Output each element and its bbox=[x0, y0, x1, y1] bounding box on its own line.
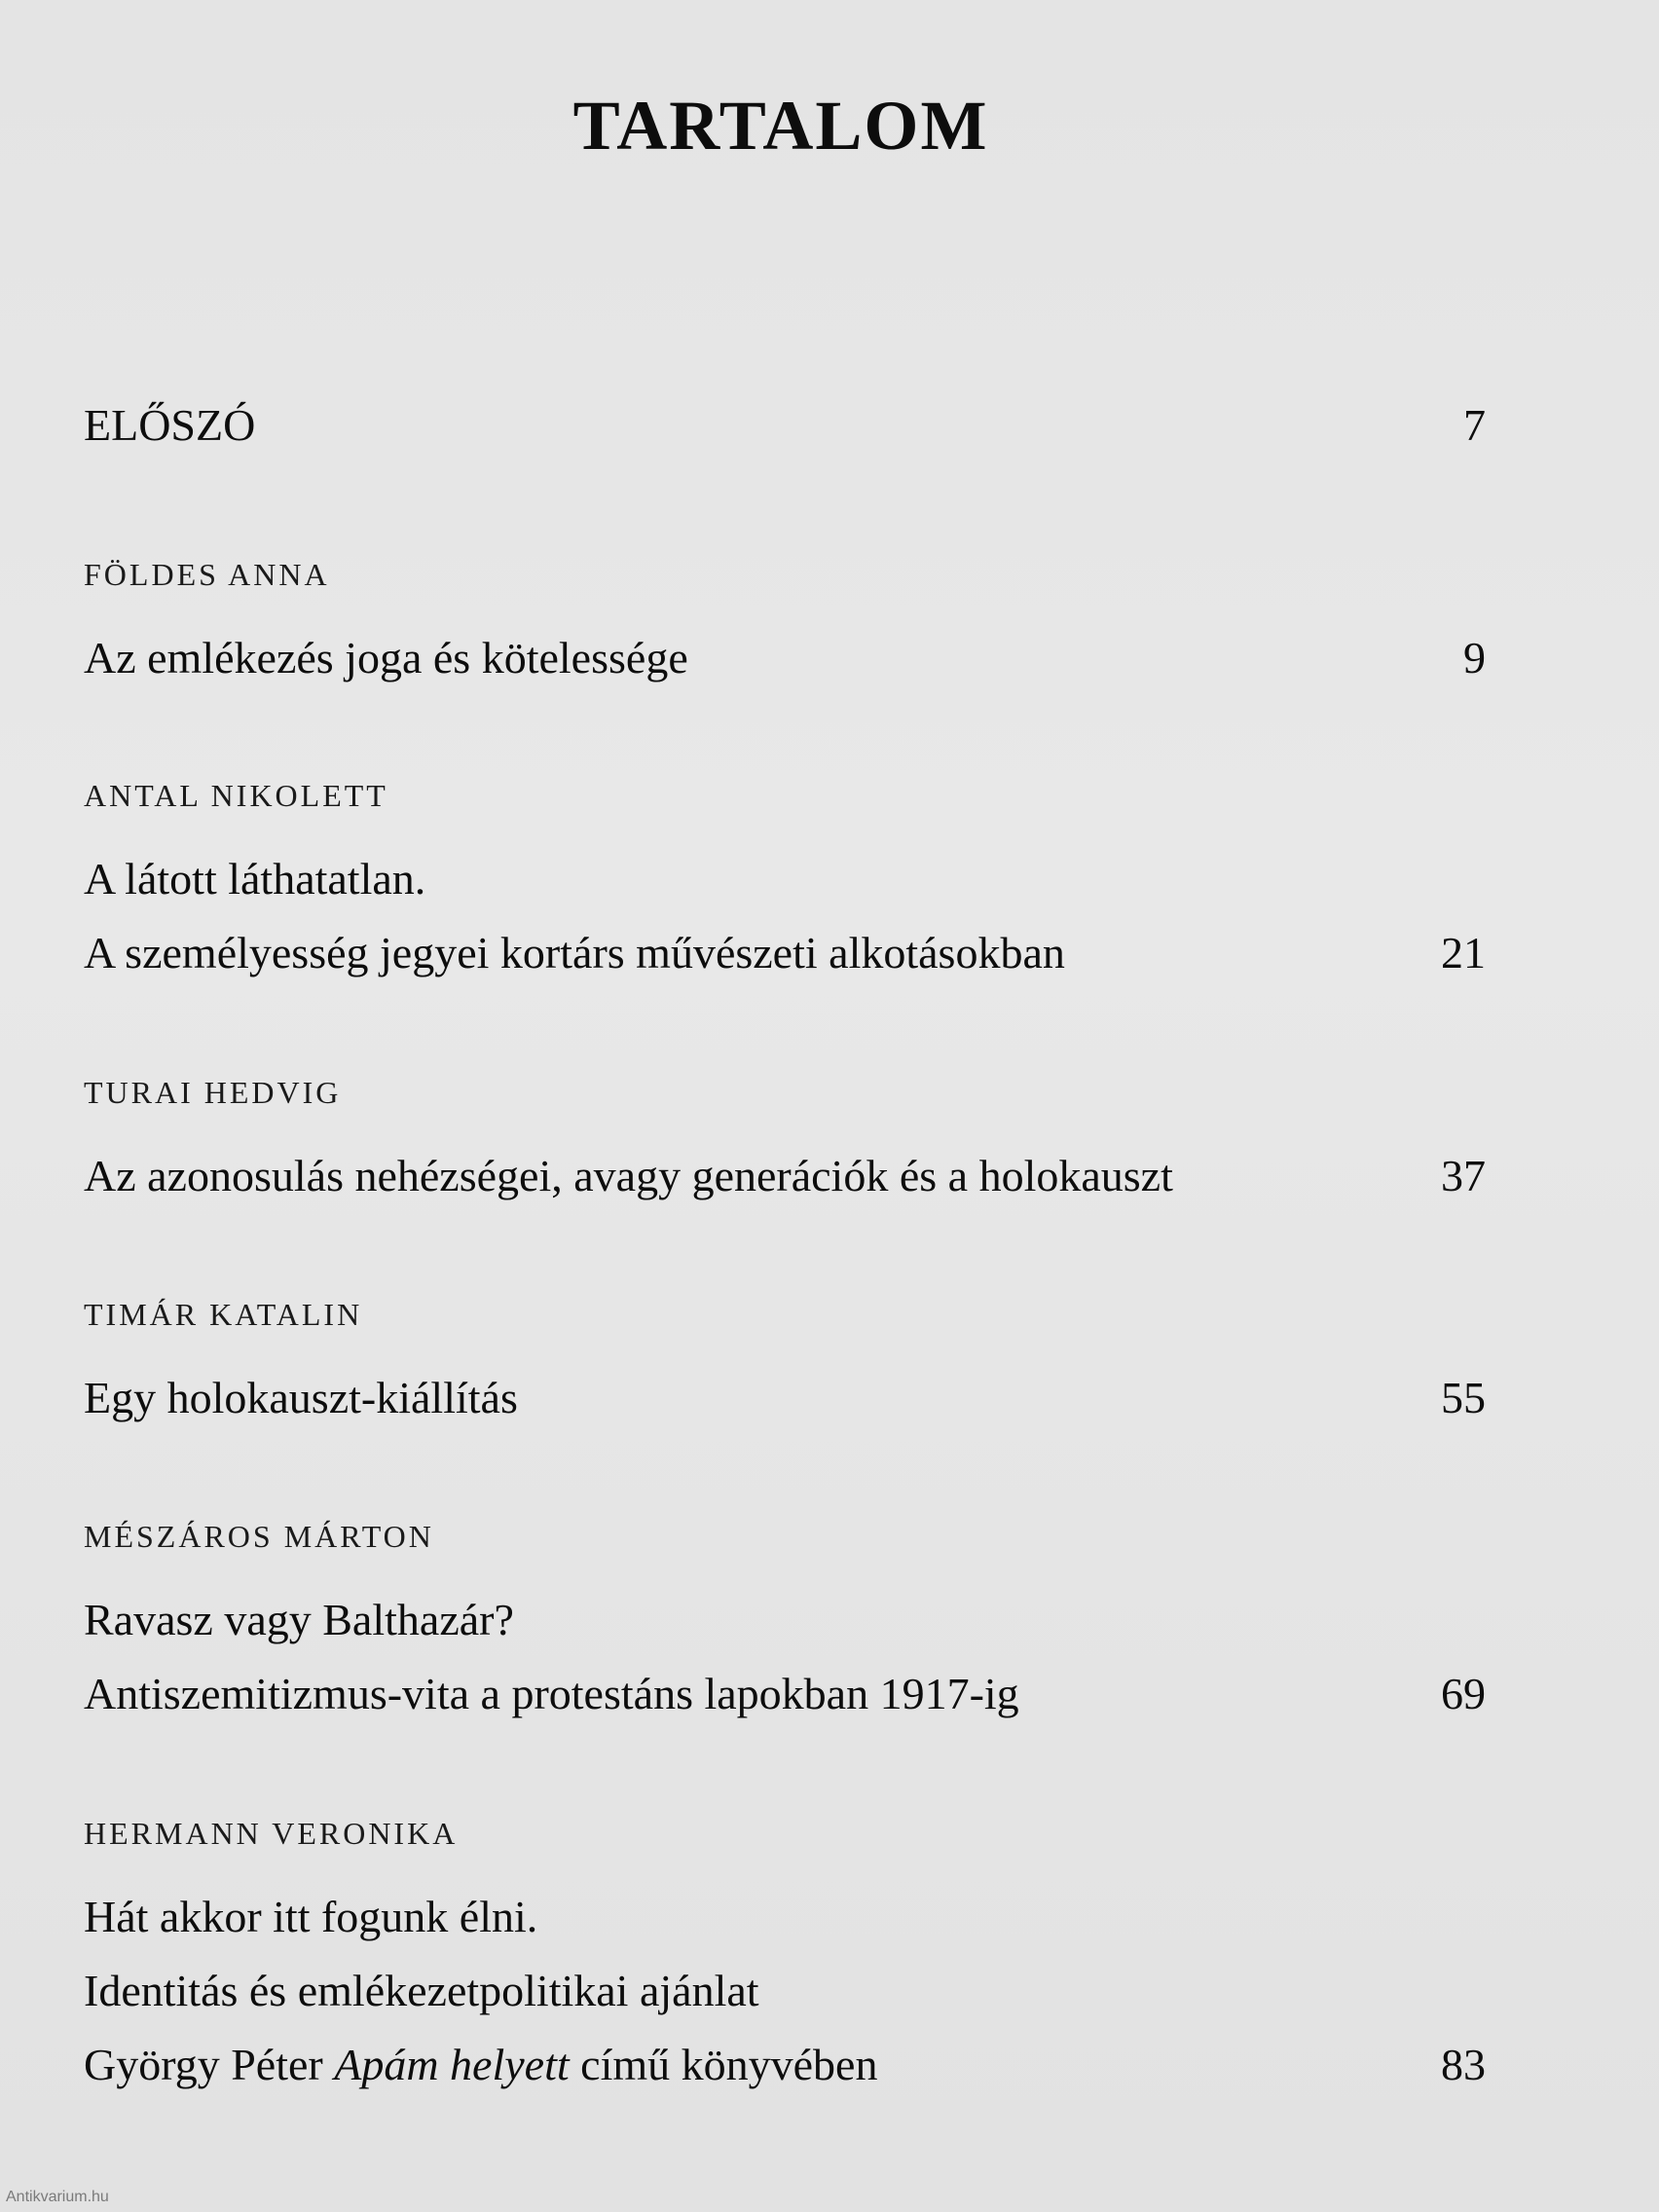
entry-title: Egy holokauszt-kiállítás bbox=[84, 1373, 518, 1422]
entry-page-number: 55 bbox=[1441, 1373, 1486, 1422]
watermark-text: Antikvarium.hu bbox=[6, 2189, 109, 2205]
author-name: HERMANN VERONIKA bbox=[84, 1816, 459, 1851]
entry-subtitle: Antiszemitizmus-vita a protestáns lapokban 1917-ig bbox=[84, 1669, 1019, 1718]
entry-subtitle-part: című könyvében bbox=[569, 2040, 878, 2089]
entry-title-line bbox=[84, 916, 1486, 990]
entry-title-line bbox=[84, 1139, 1486, 1213]
entry-title-line bbox=[84, 1361, 1486, 1435]
entry-title: Hát akkor itt fogunk élni. bbox=[84, 1892, 538, 1941]
toc-entry bbox=[84, 555, 1486, 695]
entry-page-number: 9 bbox=[1463, 633, 1486, 682]
entry-page-number: 69 bbox=[1441, 1669, 1486, 1718]
entry-title-line bbox=[84, 621, 1486, 695]
entry-page-number: 83 bbox=[1441, 2040, 1486, 2089]
preface-label: ELŐSZÓ bbox=[84, 400, 256, 450]
entry-title: Ravasz vagy Balthazár? bbox=[84, 1595, 514, 1644]
entry-title-line bbox=[84, 1657, 1486, 1731]
author-name: FÖLDES ANNA bbox=[84, 557, 330, 592]
author-name: MÉSZÁROS MÁRTON bbox=[84, 1519, 434, 1554]
toc-entry bbox=[84, 1073, 1486, 1213]
entry-title: A látott láthatatlan. bbox=[84, 854, 426, 903]
toc-entry bbox=[84, 1814, 1486, 2102]
entry-subtitle: Identitás és emlékezetpolitikai ajánlat bbox=[84, 1966, 759, 2015]
entry-title-line bbox=[84, 1880, 1486, 1954]
toc-entry bbox=[84, 776, 1486, 990]
entry-title-line bbox=[84, 842, 1486, 916]
entry-subtitle: A személyesség jegyei kortárs művészeti alkotásokban bbox=[84, 928, 1065, 977]
entry-page-number: 37 bbox=[1441, 1151, 1486, 1200]
entry-title-line bbox=[84, 1583, 1486, 1657]
toc-entry bbox=[84, 1517, 1486, 1731]
entry-title: Az azonosulás nehézségei, avagy generációk és a holokauszt bbox=[84, 1151, 1173, 1200]
author-name: ANTAL NIKOLETT bbox=[84, 778, 388, 813]
preface-entry bbox=[84, 399, 1486, 451]
author-name: TURAI HEDVIG bbox=[84, 1075, 342, 1110]
toc-entry bbox=[84, 1295, 1486, 1435]
preface-page-number: 7 bbox=[1463, 400, 1486, 450]
entry-title-line bbox=[84, 2028, 1486, 2102]
entry-page-number: 21 bbox=[1441, 928, 1486, 977]
entry-title: Az emlékezés joga és kötelessége bbox=[84, 633, 688, 682]
entry-subtitle-with-italic bbox=[84, 2028, 877, 2102]
book-title-italic: Apám helyett bbox=[334, 2040, 570, 2089]
author-name: TIMÁR KATALIN bbox=[84, 1297, 363, 1332]
entry-title-line bbox=[84, 1954, 1486, 2028]
page-title: TARTALOM bbox=[572, 87, 989, 165]
entry-subtitle-part: György Péter bbox=[84, 2040, 335, 2089]
